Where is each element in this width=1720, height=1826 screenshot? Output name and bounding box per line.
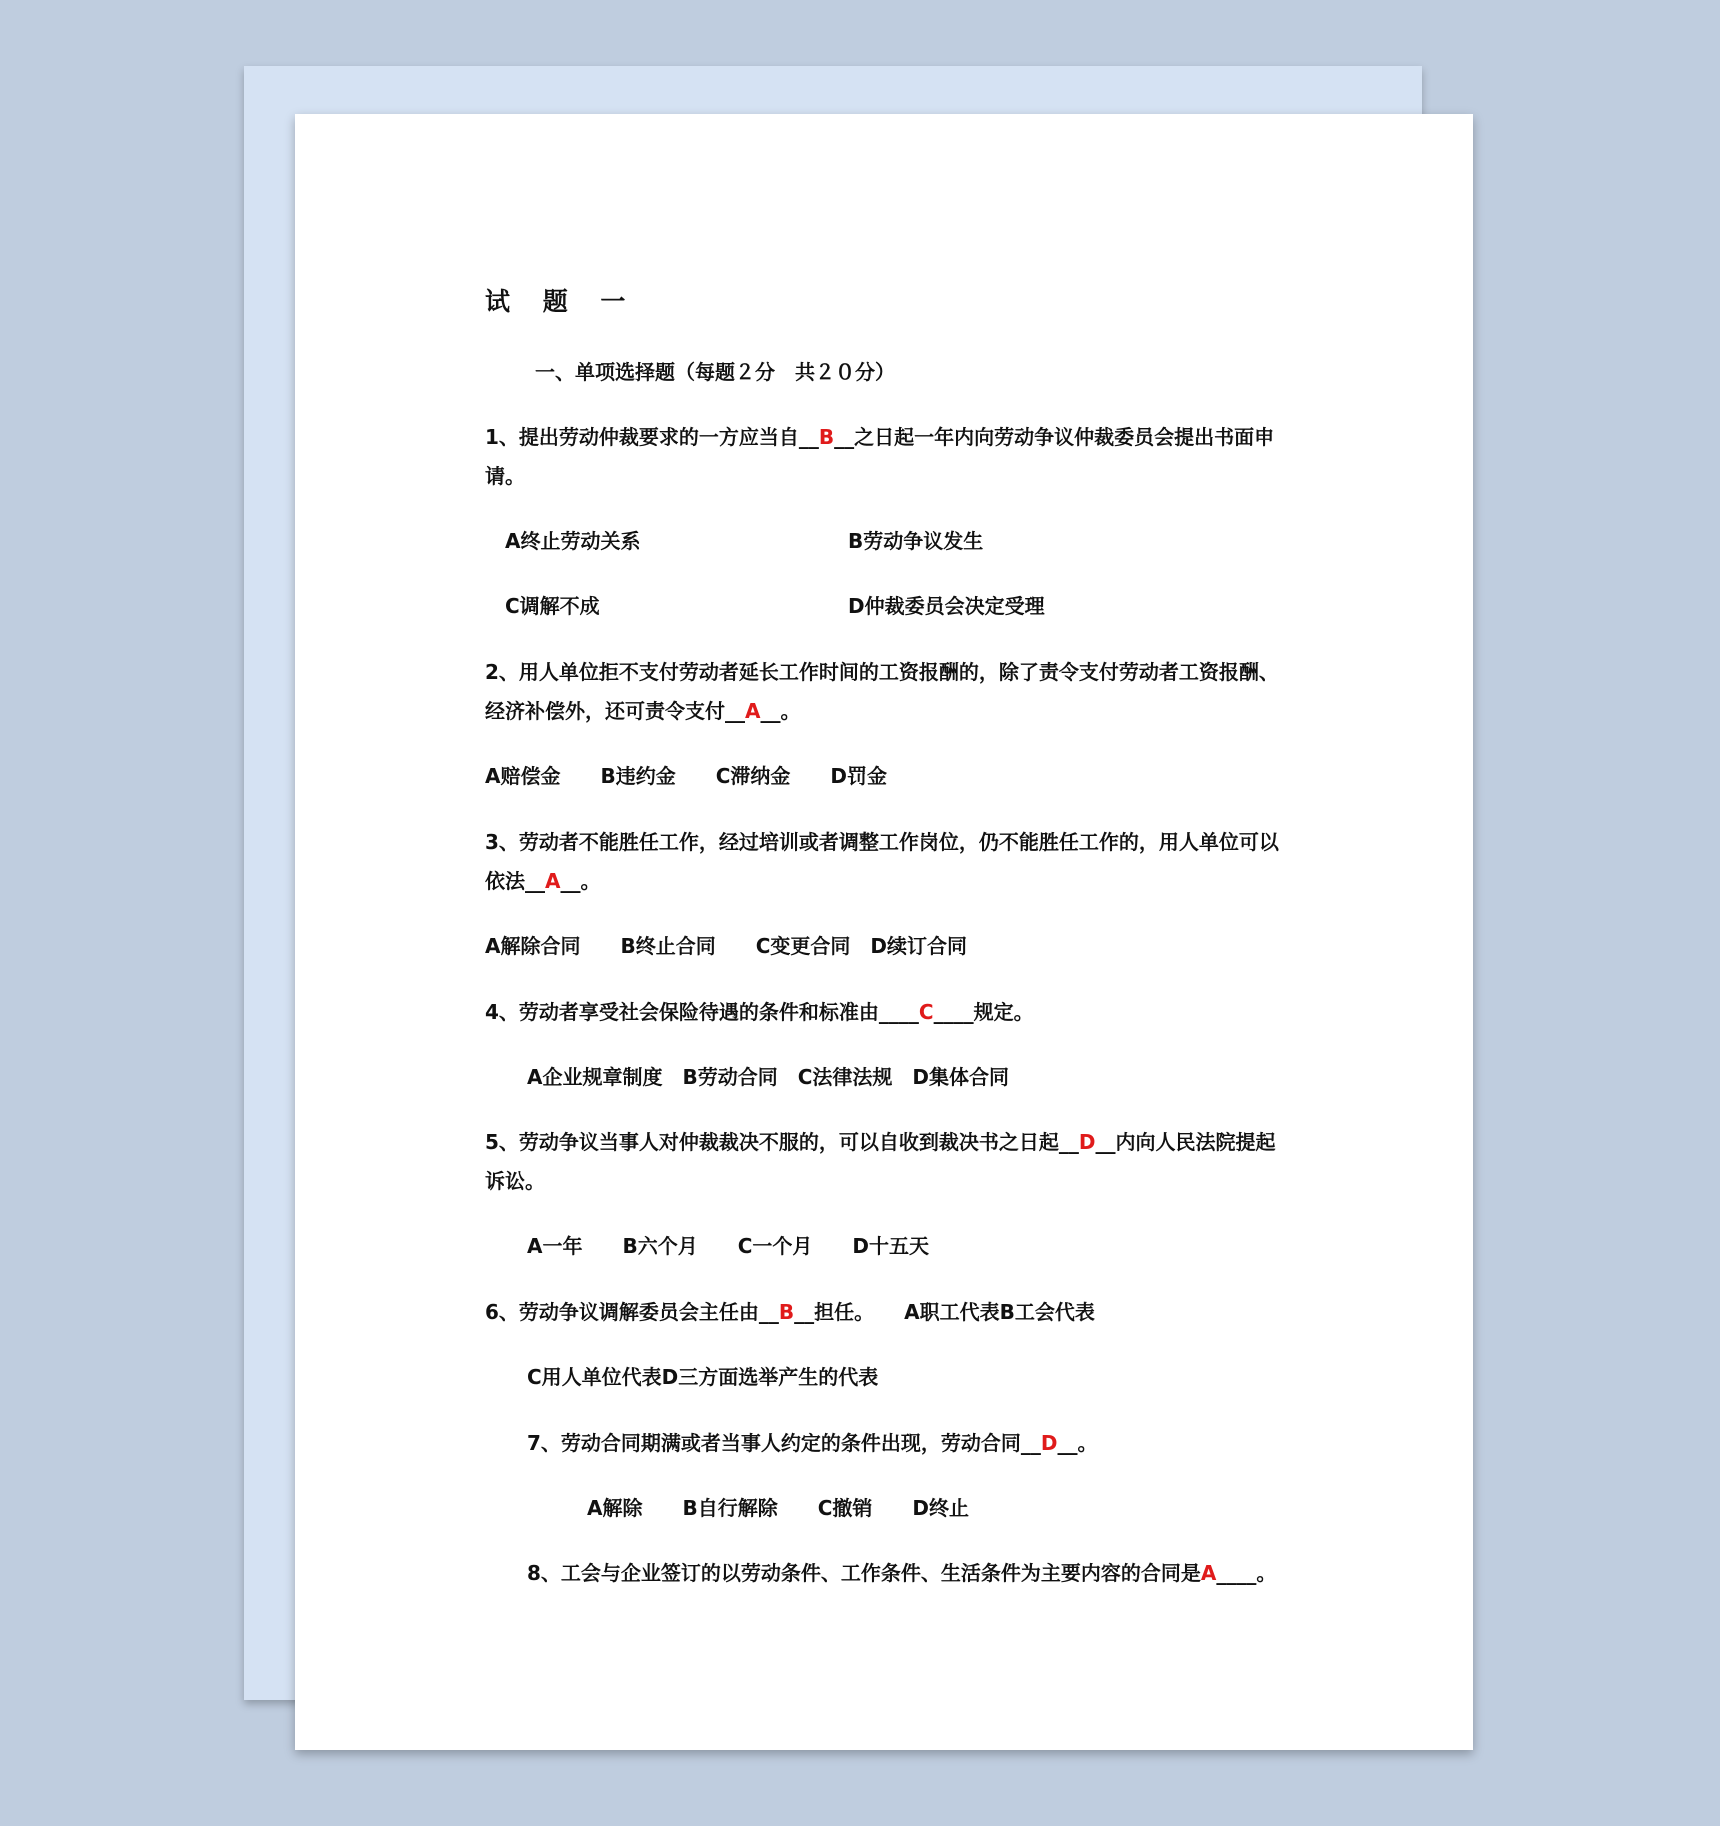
q3-options: A解除合同 B终止合同 C变更合同 D续订合同 — [485, 934, 968, 958]
q8-text-post: ____。 — [1216, 1561, 1277, 1585]
q7-options: A解除 B自行解除 C撤销 D终止 — [587, 1496, 970, 1520]
q4-answer: C — [918, 1000, 934, 1024]
q1-option-d: D仲裁委员会决定受理 — [848, 594, 1045, 618]
question-2-cont — [485, 695, 800, 724]
doc-title: 试 题 一 — [485, 287, 638, 316]
q4-text-pre: 4、劳动者享受社会保险待遇的条件和标准由____ — [485, 1000, 919, 1024]
q5-options: A一年 B六个月 C一个月 D十五天 — [527, 1234, 930, 1258]
q2-answer: A — [745, 699, 761, 723]
q6-answer: B — [778, 1300, 795, 1324]
q3-answer: A — [545, 869, 561, 893]
q6-text-post: __担任。 A职工代表B工会代表 — [794, 1300, 1095, 1324]
q1-option-b: B劳动争议发生 — [848, 529, 984, 553]
q2-text-pre: 经济补偿外，还可责令支付__ — [485, 699, 745, 723]
q4-text-post: ____规定。 — [933, 1000, 1034, 1024]
q8-text-pre: 8、工会与企业签订的以劳动条件、工作条件、生活条件为主要内容的合同是 — [527, 1561, 1201, 1585]
q5-text-post: __内向人民法院提起 — [1095, 1130, 1276, 1154]
question-7 — [527, 1427, 1098, 1456]
q7-text-post: __。 — [1057, 1431, 1098, 1455]
q1-text-post: __之日起一年内向劳动争议仲裁委员会提出书面申 — [834, 425, 1275, 449]
q7-text-pre: 7、劳动合同期满或者当事人约定的条件出现，劳动合同__ — [527, 1431, 1041, 1455]
q6-text-pre: 6、劳动争议调解委员会主任由__ — [485, 1300, 779, 1324]
q1-option-a: A终止劳动关系 — [505, 529, 641, 553]
q8-answer: A — [1200, 1561, 1217, 1585]
question-4 — [485, 996, 1034, 1025]
question-5 — [485, 1126, 1276, 1155]
q7-answer: D — [1040, 1431, 1058, 1455]
question-3: 3、劳动者不能胜任工作，经过培训或者调整工作岗位，仍不能胜任工作的，用人单位可以 — [485, 830, 1279, 854]
q4-options: A企业规章制度 B劳动合同 C法律法规 D集体合同 — [527, 1065, 1010, 1089]
question-3-cont — [485, 865, 600, 894]
q3-text-post: __。 — [560, 869, 601, 893]
question-8 — [527, 1557, 1276, 1586]
q1-text-pre: 1、提出劳动仲裁要求的一方应当自__ — [485, 425, 819, 449]
q2-options: A赔偿金 B违约金 C滞纳金 D罚金 — [485, 764, 888, 788]
q1-option-c: C调解不成 — [505, 594, 600, 618]
question-1 — [485, 421, 1274, 450]
question-1-cont: 请。 — [485, 464, 525, 488]
question-2: 2、用人单位拒不支付劳动者延长工作时间的工资报酬的，除了责令支付劳动者工资报酬、 — [485, 660, 1279, 684]
question-5-cont: 诉讼。 — [485, 1169, 545, 1193]
q5-answer: D — [1078, 1130, 1096, 1154]
q2-text-post: __。 — [760, 699, 801, 723]
q3-text-pre: 依法__ — [485, 869, 545, 893]
document-page — [295, 114, 1473, 1750]
question-6 — [485, 1296, 1095, 1325]
q1-answer: B — [818, 425, 835, 449]
q5-text-pre: 5、劳动争议当事人对仲裁裁决不服的，可以自收到裁决书之日起__ — [485, 1130, 1079, 1154]
section-heading: 一、单项选择题（每题２分 共２０分） — [535, 360, 895, 384]
q6-options: C用人单位代表D三方面选举产生的代表 — [527, 1365, 879, 1389]
